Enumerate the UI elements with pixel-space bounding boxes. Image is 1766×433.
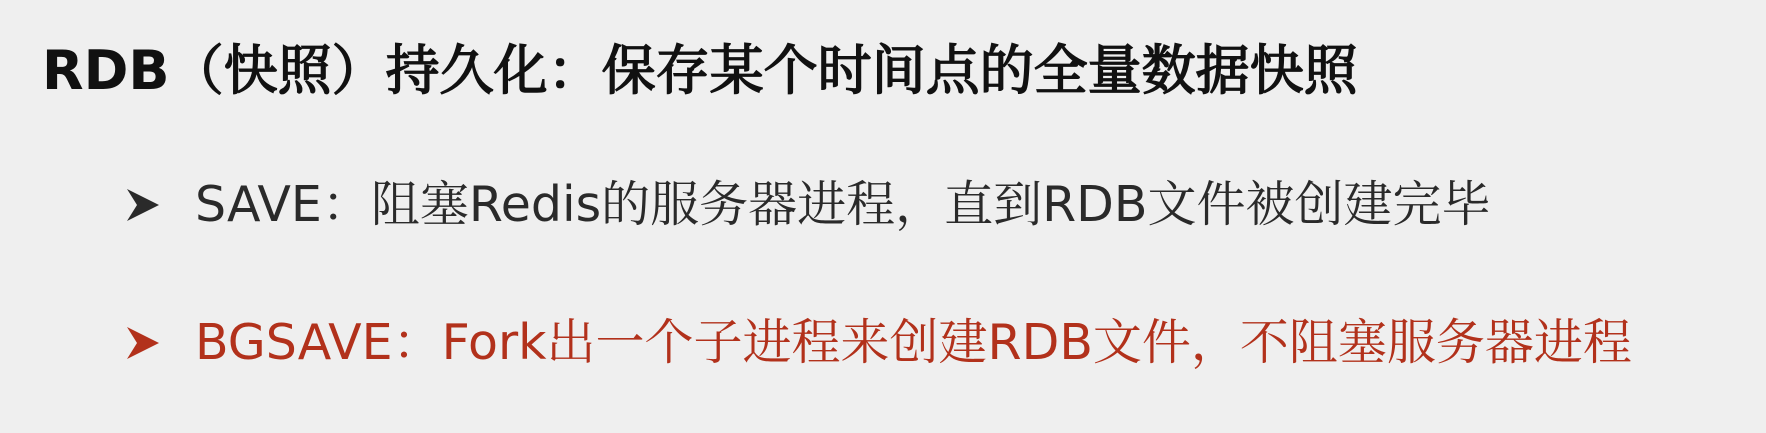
bullet-item xyxy=(125,314,1632,371)
bullet-text-bgsave: BGSAVE：Fork出一个子进程来创建RDB文件，不阻塞服务器进程 xyxy=(195,314,1632,371)
arrow-bullet-icon xyxy=(125,185,161,225)
slide-title: RDB（快照）持久化：保存某个时间点的全量数据快照 xyxy=(42,39,1358,102)
arrow-bullet-icon xyxy=(125,323,161,363)
bullet-item xyxy=(125,176,1491,233)
bullet-text-save: SAVE：阻塞Redis的服务器进程，直到RDB文件被创建完毕 xyxy=(195,176,1491,233)
